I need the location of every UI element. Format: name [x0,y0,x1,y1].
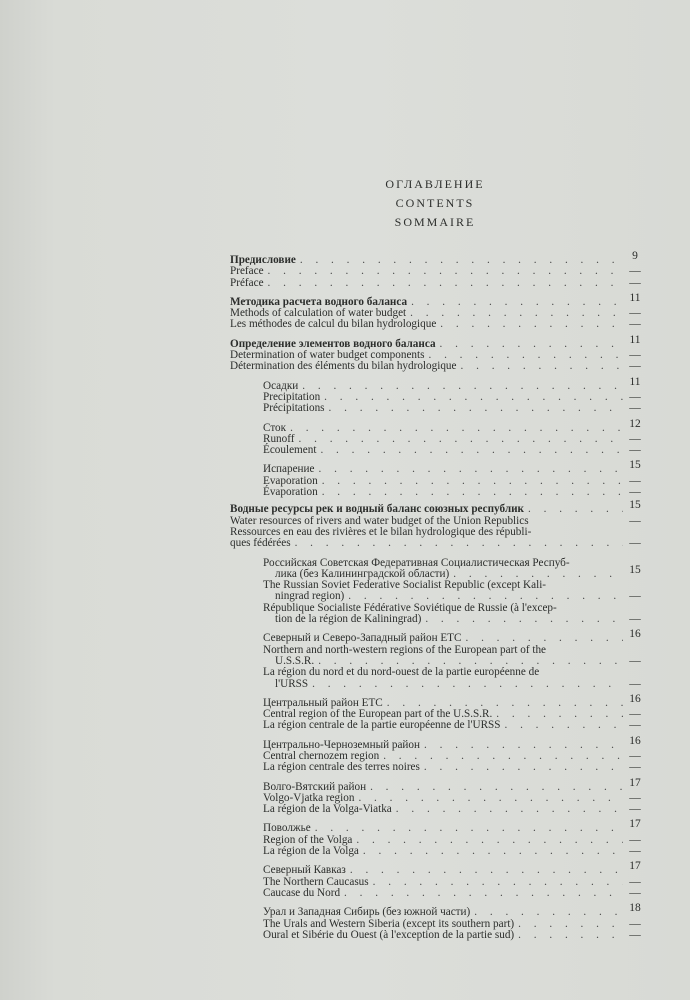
toc-gap [230,415,645,423]
toc-page-number: 17 [629,776,641,789]
toc-page-number: — [629,537,641,550]
dot-leader [518,930,623,941]
toc-entry-title: Central region of the European part of the U.S.S.R. [263,708,493,721]
toc-page-number: — [629,307,641,320]
toc-entry-title: Поволжье [263,822,311,835]
toc-page-number: — [629,349,641,362]
toc-entry-title: Центрально-Черноземный район [263,738,420,751]
toc-entry [230,319,645,330]
heading-english: CONTENTS [395,196,475,210]
toc-entry-title: l'URSS [275,677,309,690]
toc-entry-title: Определение элементов водного баланса [230,337,436,350]
toc-entry [230,888,645,899]
dot-leader [428,350,623,361]
toc-entry [230,846,645,857]
toc-entry-title: лика (без Калининградской области) [275,567,450,580]
toc-entry-title: Центральный район ЕТС [263,696,383,709]
toc-entry [230,804,645,815]
dot-leader [299,434,624,445]
toc-page-number: — [629,474,641,487]
toc-entry-title: The Northern Caucasus [263,875,369,888]
toc-page-number: 16 [629,692,641,705]
toc-entry-title: Détermination des éléments du bilan hydrologique [230,360,457,373]
toc-page-number: 15 [629,459,641,472]
dot-leader [424,762,623,773]
toc-page-number: — [629,803,641,816]
toc-entry-title: Écoulement [263,444,317,457]
dot-leader [320,445,623,456]
dot-leader [440,339,623,350]
dot-leader [424,740,623,751]
dot-leader [504,720,623,731]
dot-leader [425,614,623,625]
dot-leader [396,804,623,815]
toc-page-number: 18 [629,902,641,915]
toc-entry-title: Сток [263,421,287,434]
toc-page-number: — [629,486,641,499]
toc-entry [230,860,645,877]
dot-leader [518,919,623,930]
toc-entry [230,278,645,289]
dot-leader [312,679,623,690]
toc-entry-title: Determination of water budget components [230,349,425,362]
toc-entry-title: U.S.S.R. [275,654,315,667]
dot-leader [302,381,623,392]
dot-leader [268,266,623,277]
toc-entry-title: The Urals and Western Siberia (except its southern part) [263,917,515,930]
toc-page-number: — [629,761,641,774]
toc-entry-title: Runoff [263,432,295,445]
toc-page-number: — [629,708,641,721]
dot-leader [440,319,623,330]
toc-page-number: — [629,928,641,941]
toc-entry [230,930,645,941]
toc-entry-title: Северный и Северо-Западный район ЕТС [263,632,462,645]
toc-page-number: — [629,402,641,415]
toc-page-number: — [629,265,641,278]
toc-page-number: — [629,875,641,888]
toc-entry-title: La région de la Volga [263,845,359,858]
toc-entry-title: La région du nord et du nord-ouest de la partie européenne de [263,666,540,679]
dot-leader [461,361,624,372]
toc-entry-title: Caucase du Nord [263,886,341,899]
dot-leader [496,709,623,720]
toc-page-number: — [629,514,641,527]
toc-entry-title: Water resources of rivers and water budget of the Union Republics [230,514,529,527]
dot-leader [411,297,623,308]
toc-entry-title: Волго-Вятский район [263,780,367,793]
dot-leader [370,782,623,793]
dot-leader [322,487,623,498]
toc-entry-title: Evaporation [263,474,318,487]
toc-entry-title: Предисловие [230,254,296,266]
toc-entry [230,250,645,266]
toc-page-number: 12 [629,417,641,430]
dot-leader [363,846,623,857]
toc-entry-title: Водные ресурсы рек и водный баланс союзных республик [230,503,524,516]
dot-leader [295,538,623,549]
toc-entry-title: Methods of calculation of water budget [230,307,407,320]
toc-entry-title: Évaporation [263,486,318,499]
dot-leader [358,793,623,804]
toc-entry [230,762,645,773]
toc-page-number: — [629,360,641,373]
toc-page-number: 11 [629,333,641,346]
toc-entry [230,628,645,645]
toc-page-number: 16 [629,628,641,641]
toc-entry-title: Испарение [263,463,315,476]
toc-entry [230,266,645,277]
toc-page-number: 11 [629,375,641,388]
toc-entry-title: Oural et Sibérie du Ouest (à l'exception de la partie sud) [263,928,515,941]
toc-entry-title: Урал и Западная Сибирь (без южной части) [263,906,471,919]
toc-entry [230,403,645,414]
dot-leader [350,865,623,876]
toc-entry-title: Осадки [263,379,299,392]
dot-leader [319,464,624,475]
toc-entry [230,499,645,516]
contents-heading [0,175,690,232]
toc-entry-title: Les méthodes de calcul du bilan hydrologique [230,318,437,331]
toc-entry-title: Region of the Volga [263,833,353,846]
toc-page-number: — [629,654,641,667]
toc-entry-title: tion de la région de Kaliningrad) [275,613,422,626]
dot-leader [373,877,623,888]
toc-entry [230,902,645,919]
toc-entry [230,720,645,731]
dot-leader [329,403,623,414]
toc-entry-title: Северный Кавказ [263,864,346,877]
table-of-contents [230,250,645,941]
dot-leader [315,823,623,834]
toc-page-number: 17 [629,818,641,831]
toc-page-number: — [629,917,641,930]
heading-french: SOMMAIRE [394,215,476,229]
toc-entry-title: Northern and north-western regions of the European part of the [263,643,547,656]
toc-entry [230,679,645,690]
toc-page-number: 9 [632,250,638,262]
toc-entry [230,445,645,456]
toc-entry [230,361,645,372]
toc-entry [230,527,645,538]
toc-page-number: — [629,432,641,445]
heading-russian: ОГЛАВЛЕНИЕ [385,177,485,191]
toc-entry-title: ningrad region) [275,590,345,603]
toc-entry-title: Ressources en eau des rivières et le bilan hydrologique des républi- [230,525,532,538]
dot-leader [268,278,623,289]
toc-entry [230,667,645,678]
toc-page-number: — [629,845,641,858]
toc-page-number: — [629,590,641,603]
toc-page-number: — [629,318,641,331]
dot-leader [344,888,623,899]
dot-leader [410,308,623,319]
toc-page-number: — [629,719,641,732]
dot-leader [324,392,623,403]
toc-entry-title: Precipitation [263,390,321,403]
dot-leader [528,504,623,515]
toc-page-number: — [629,613,641,626]
toc-page-number: — [629,886,641,899]
toc-page-number: 15 [629,563,641,576]
toc-entry-title: Central chernozem region [263,749,380,762]
dot-leader [322,476,623,487]
toc-page-number: — [629,749,641,762]
toc-page-number: 17 [629,860,641,873]
dot-leader [474,907,623,918]
toc-entry [230,538,645,549]
dot-leader [465,633,623,644]
dot-leader [356,835,623,846]
toc-page-number: — [629,276,641,289]
toc-page-number: — [629,444,641,457]
toc-entry-title: République Socialiste Fédérative Soviétique de Russie (à l'excep- [263,601,557,614]
toc-entry-title: Российская Советская Федеративная Социалистическая Респуб- [263,556,570,569]
dot-leader [300,255,623,266]
toc-page-number: — [629,791,641,804]
toc-entry-title: La région centrale des terres noires [263,761,420,774]
toc-entry-title: Preface [230,265,264,278]
toc-entry [230,487,645,498]
toc-page-number: 16 [629,734,641,747]
toc-entry-title: Précipitations [263,402,325,415]
toc-entry-title: Методика расчета водного баланса [230,295,408,308]
toc-entry-title: La région de la Volga-Viatka [263,803,392,816]
dot-leader [290,423,623,434]
toc-entry-title: ques fédérées [230,537,291,550]
toc-entry-title: La région centrale de la partie européenne de l'URSS [263,719,501,732]
toc-entry [230,614,645,625]
toc-page-number: 11 [629,291,641,304]
toc-page-number: — [629,390,641,403]
toc-entry-title: Volgo-Vjatka region [263,791,355,804]
toc-page-number: 15 [629,499,641,512]
toc-page-number: — [629,833,641,846]
toc-page-number: — [629,677,641,690]
toc-entry-title: The Russian Soviet Federative Socialist Republic (except Kali- [263,579,547,592]
toc-entry-title: Préface [230,276,264,289]
